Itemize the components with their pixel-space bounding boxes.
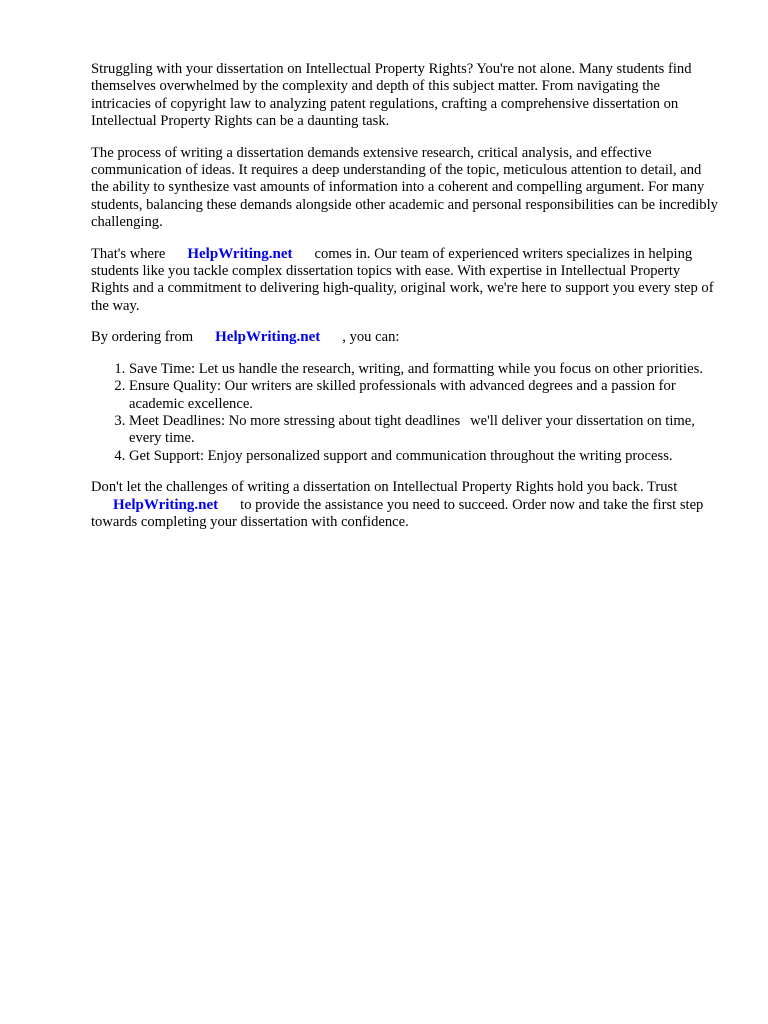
list-item: 4. Get Support: Enjoy personalized support and communication throughout the writing process.	[129, 448, 721, 465]
helpwriting-link-3[interactable]: HelpWriting.net	[113, 496, 219, 513]
service-paragraph-rest: comes in. Our team of experienced writers specializes in helping students like you tackle complex dissertation topics with ease. With expertise in Intellectual Property Rights and a commitment to delivering high-quality, original work, we're here to support you every step of the way.	[91, 245, 714, 314]
list-item	[129, 413, 721, 448]
list-item: 1. Save Time: Let us handle the research, writing, and formatting while you focus on other priorities.	[129, 361, 721, 378]
intro-paragraph: Struggling with your dissertation on Intellectual Property Rights? You're not alone. Many students find themselves overwhelmed by the complexity and depth of this subject matter. From navigating the intricacies of copyright law to analyzing patent regulations, crafting a comprehensive dissertation on Intellectual Property Rights can be a daunting task.	[91, 61, 692, 130]
list-item: 2. Ensure Quality: Our writers are skilled professionals with advanced degrees and a passion for academic excellence.	[129, 378, 721, 413]
benefits-list	[91, 361, 721, 465]
closing-paragraph-lead: Don't let the challenges of writing a dissertation on Intellectual Property Rights hold you back. Trust	[91, 479, 678, 496]
list-item-part: we'll deliver your dissertation on time, every time.	[129, 412, 695, 447]
closing-paragraph	[91, 479, 721, 531]
service-paragraph	[91, 246, 721, 316]
document-page	[91, 61, 721, 545]
helpwriting-link-1[interactable]: HelpWriting.net	[187, 245, 293, 262]
service-paragraph-lead: That's where	[91, 245, 166, 262]
ordering-paragraph	[91, 329, 721, 346]
closing-paragraph-rest: to provide the assistance you need to succeed. Order now and take the first step towards completing your dissertation with confidence.	[91, 496, 704, 530]
list-item-part: Meet Deadlines: No more stressing about tight deadlines	[129, 412, 461, 429]
process-paragraph: The process of writing a dissertation demands extensive research, critical analysis, and effective communication of ideas. It requires a deep understanding of the topic, meticulous attention to detail, and the ability to synthesize vast amounts of information into a coherent and compelling argument. For many students, balancing these demands alongside other academic and personal responsibilities can be incredibly challenging.	[91, 144, 718, 231]
ordering-paragraph-rest: , you can:	[342, 329, 400, 346]
helpwriting-link-2[interactable]: HelpWriting.net	[215, 329, 321, 346]
ordering-paragraph-lead: By ordering from	[91, 329, 194, 346]
